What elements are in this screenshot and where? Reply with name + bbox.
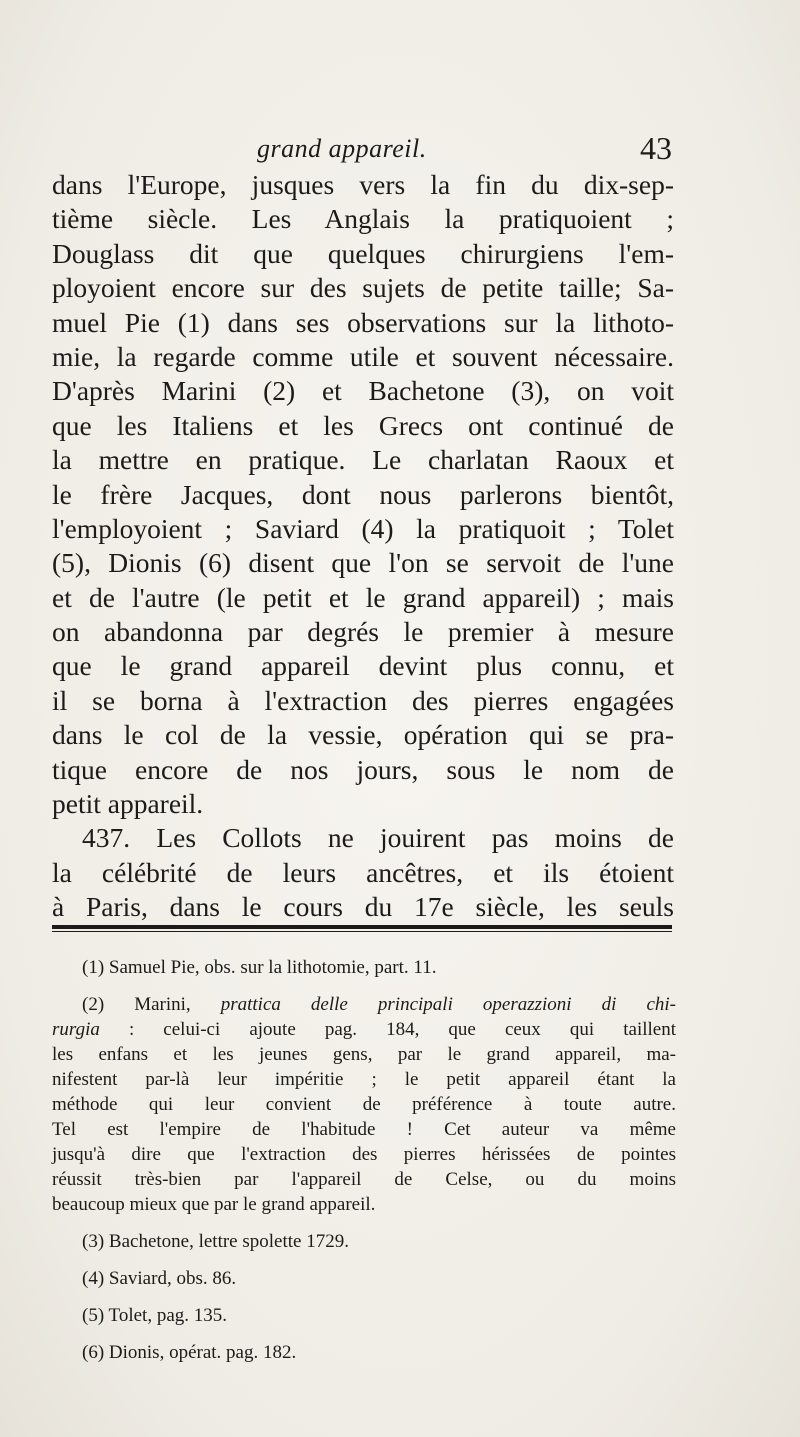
text-line: muel Pie (1) dans ses observations sur la lithoto- xyxy=(52,306,674,338)
text-line: D'après Marini (2) et Bachetone (3), on voit xyxy=(52,375,674,407)
text-line: à Paris, dans le cours du 17e siècle, les seuls xyxy=(52,891,674,923)
text-line: et de l'autre (le petit et le grand appareil) ; mais xyxy=(52,581,674,613)
text-line: tième siècle. Les Anglais la pratiquoient ; xyxy=(52,203,674,235)
footnote-3: (3) Bachetone, lettre spolette 1729. xyxy=(82,1231,349,1252)
text-line: (5), Dionis (6) disent que l'on se servoit de l'une xyxy=(52,547,674,579)
text-line: on abandonna par degrés le premier à mesure xyxy=(52,616,674,648)
footnote-2-line: réussit très-bien par l'appareil de Celse, ou du moins xyxy=(52,1169,676,1190)
text-line: dans l'Europe, jusques vers la fin du dix-sep- xyxy=(52,169,674,200)
text-line: petit appareil. xyxy=(52,788,204,820)
running-title: grand appareil. xyxy=(257,134,427,163)
footnote-4: (4) Saviard, obs. 86. xyxy=(82,1268,237,1289)
text-line: l'employoient ; Saviard (4) la pratiquoit ; Tolet xyxy=(52,512,674,544)
text-line: mie, la regarde comme utile et souvent nécessaire. xyxy=(52,340,674,372)
footnote-2-line: jusqu'à dire que l'extraction des pierres hérissées de pointes xyxy=(52,1144,676,1165)
page-number: 43 xyxy=(640,130,672,166)
main-text xyxy=(52,168,674,925)
footnotes xyxy=(52,955,676,1365)
page-header xyxy=(52,128,672,168)
text-line: la célébrité de leurs ancêtres, et ils étoient xyxy=(52,856,674,888)
footnote-6: (6) Dionis, opérat. pag. 182. xyxy=(82,1342,297,1363)
paragraph-start-line: 437. Les Collots ne jouirent pas moins de xyxy=(82,822,674,854)
text-line: ployoient encore sur des sujets de petite taille; Sa- xyxy=(52,272,674,304)
footnote-2-line: rurgia : celui-ci ajoute pag. 184, que ceux qui taillent xyxy=(52,1019,676,1040)
text-line: la mettre en pratique. Le charlatan Raoux et xyxy=(52,444,674,476)
text-line: Douglass dit que quelques chirurgiens l'em- xyxy=(52,237,674,269)
footnote-5: (5) Tolet, pag. 135. xyxy=(82,1305,228,1326)
text-line: dans le col de la vessie, opération qui se pra- xyxy=(52,719,674,751)
text-line: le frère Jacques, dont nous parlerons bientôt, xyxy=(52,478,674,510)
text-line: que le grand appareil devint plus connu, et xyxy=(52,650,674,682)
footnote-2-line: (2) Marini, prattica delle principali operazzioni di chi- xyxy=(82,994,676,1015)
text-line: il se borna à l'extraction des pierres engagées xyxy=(52,684,674,716)
footnote-2-line: méthode qui leur convient de préférence à toute autre. xyxy=(52,1094,676,1115)
footnote-2-line: Tel est l'empire de l'habitude ! Cet auteur va même xyxy=(52,1119,676,1140)
footnote-rule xyxy=(52,925,672,929)
text-line: tique encore de nos jours, sous le nom de xyxy=(52,753,674,785)
footnote-2-line: nifestent par-là leur impéritie ; le petit appareil étant la xyxy=(52,1069,676,1090)
footnote-2-line: les enfans et les jeunes gens, par le grand appareil, ma- xyxy=(52,1044,676,1065)
footnote-2-line: beaucoup mieux que par le grand appareil. xyxy=(52,1194,376,1215)
footnote-1: (1) Samuel Pie, obs. sur la lithotomie, part. 11. xyxy=(82,957,437,978)
text-line: que les Italiens et les Grecs ont continué de xyxy=(52,409,674,441)
